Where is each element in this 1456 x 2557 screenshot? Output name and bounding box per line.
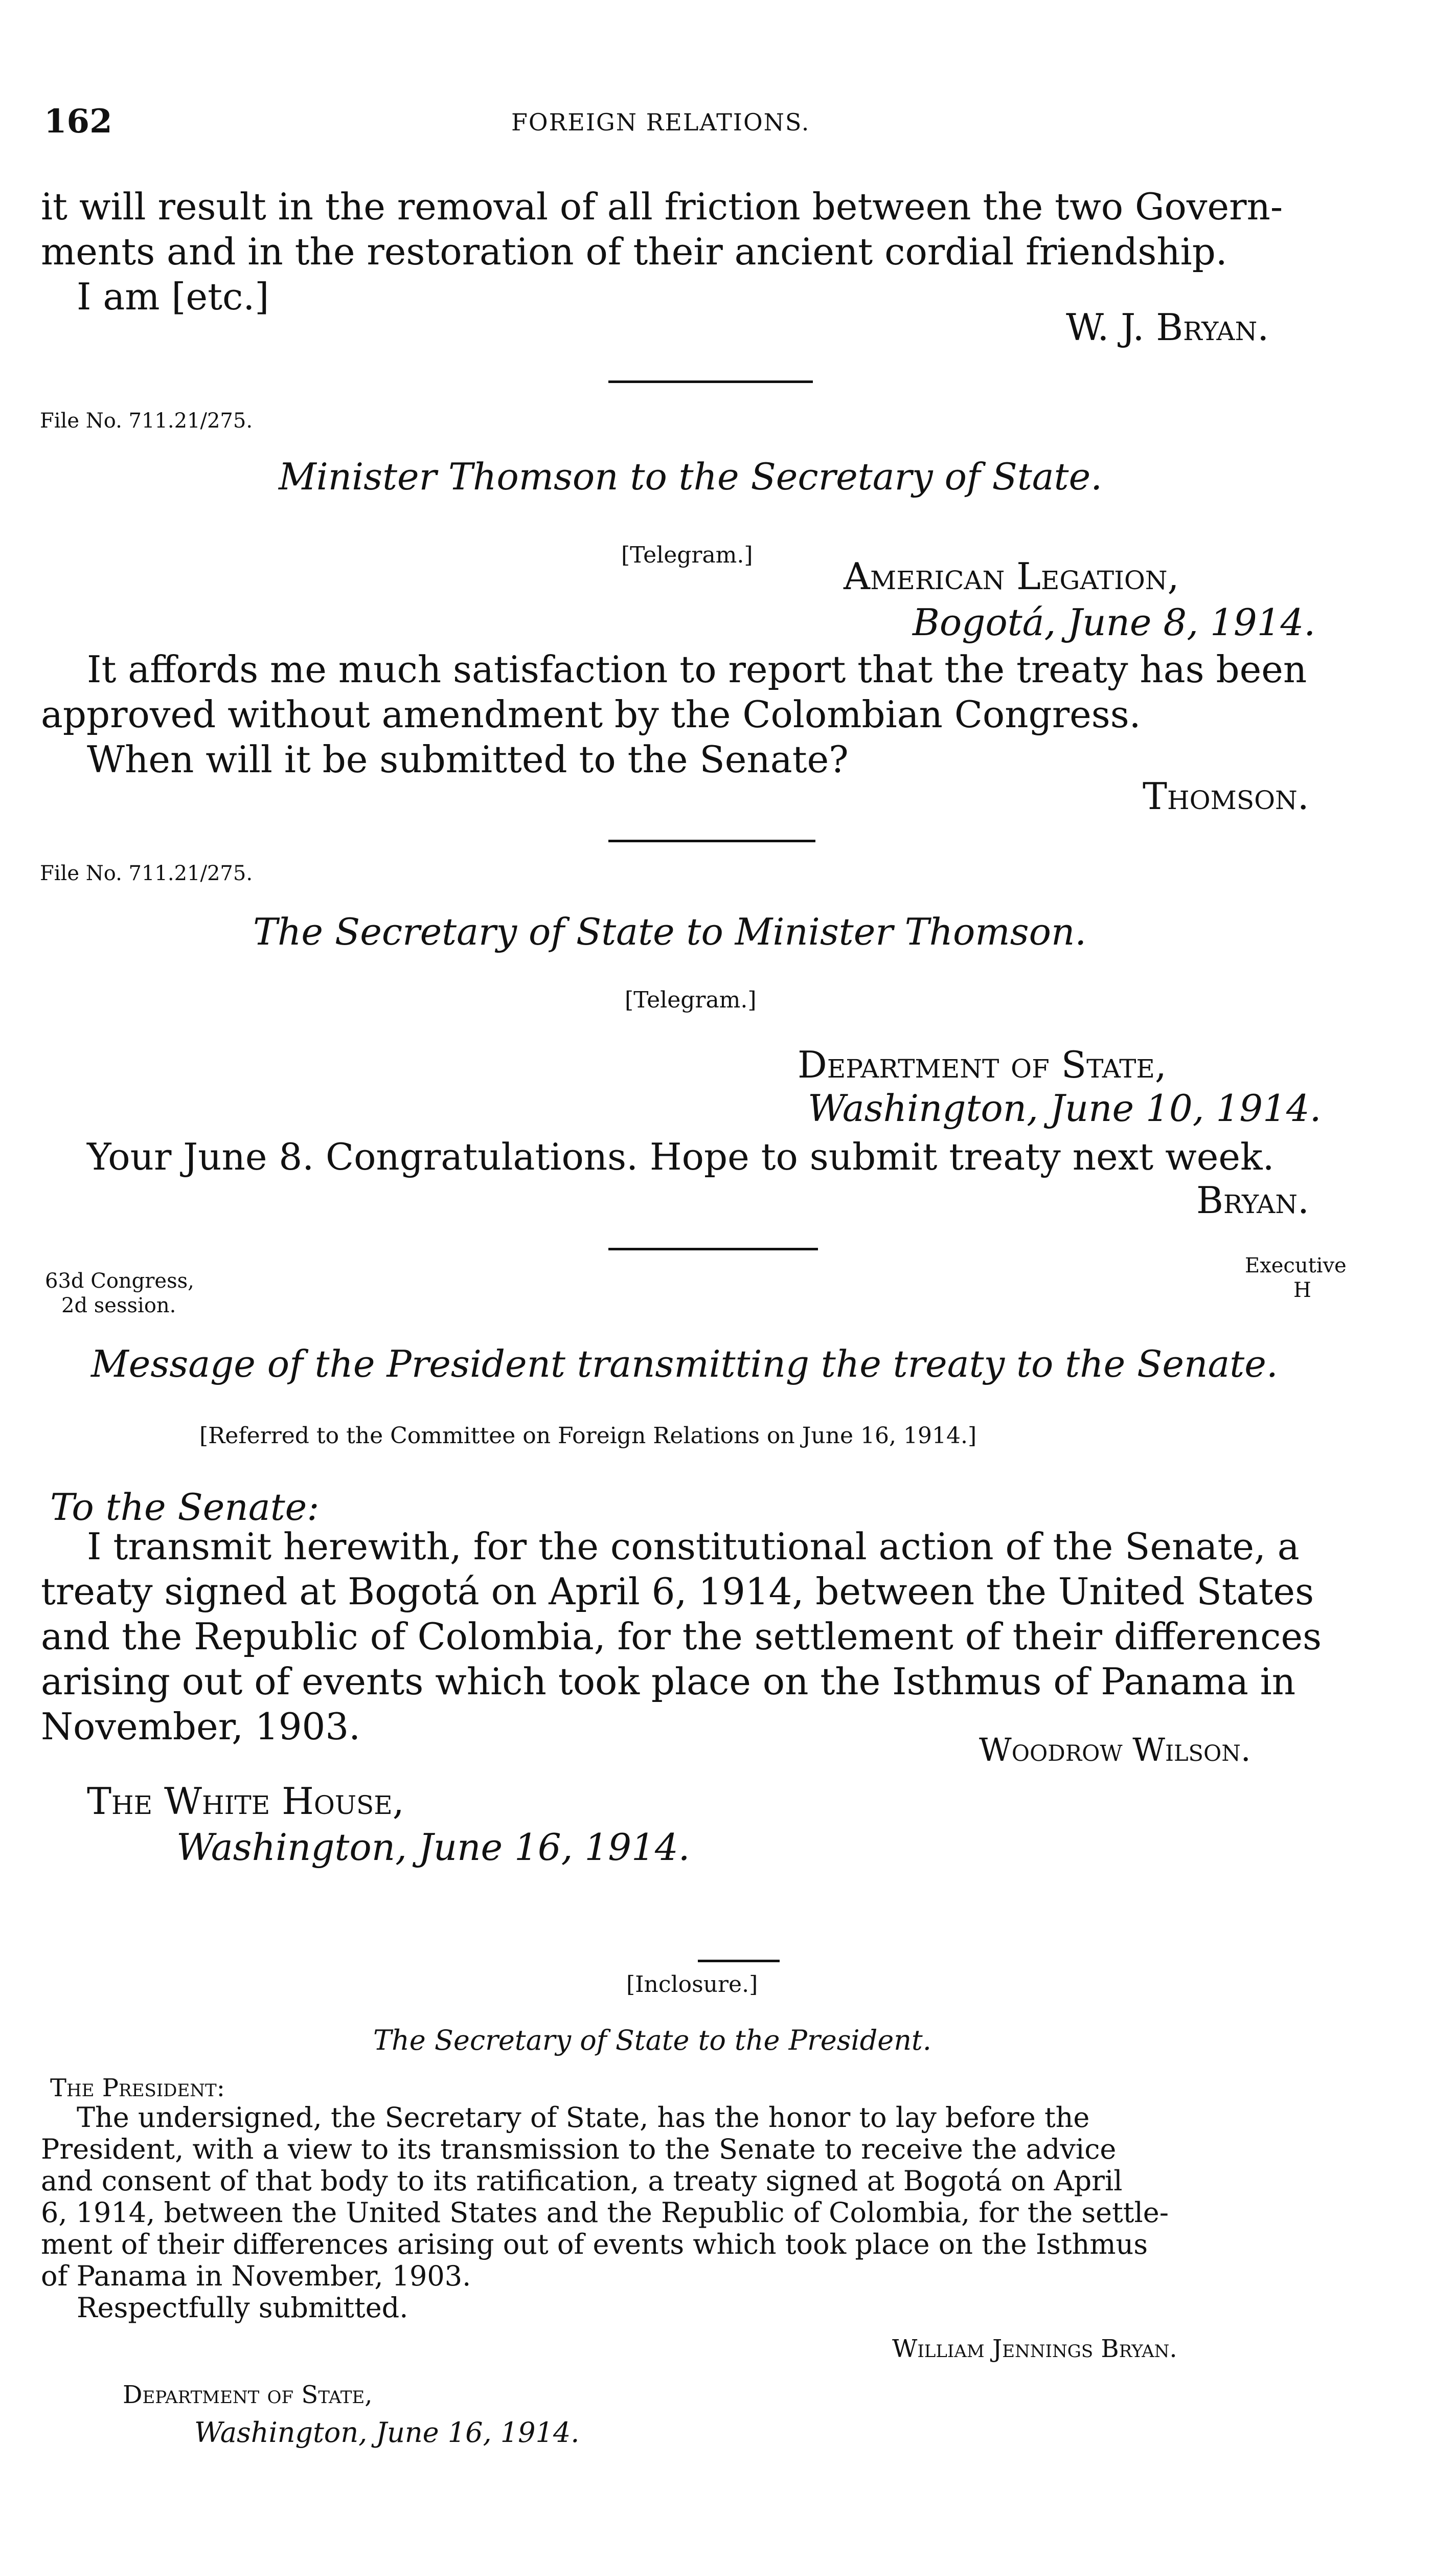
closing: Respectfully submitted.: [77, 2292, 408, 2324]
dateline-date: Bogotá, June 8, 1914.: [913, 601, 1316, 644]
dateline-place: American Legation,: [844, 555, 1179, 598]
congress-label: 63d Congress,: [45, 1269, 194, 1293]
inclosure-body: [41, 2102, 1380, 2324]
page-number: 162: [44, 102, 112, 141]
text-line: it will result in the removal of all friction between the two Govern-: [41, 185, 1283, 228]
file-number: File No. 711.21/275.: [40, 409, 253, 433]
text-line: 6, 1914, between the United States and the Republic of Colombia, for the settle-: [41, 2196, 1169, 2229]
telegram-body: Your June 8. Congratulations. Hope to submit treaty next week.: [87, 1135, 1275, 1178]
document-title: Minister Thomson to the Secretary of State.: [279, 455, 1103, 498]
telegram-label: [Telegram.]: [621, 542, 753, 568]
telegram-body: [41, 647, 1380, 782]
text-line: and the Republic of Colombia, for the settlement of their differences: [41, 1615, 1322, 1658]
dateline-date: Washington, June 10, 1914.: [808, 1087, 1322, 1130]
signature-bryan: Bryan.: [1196, 1179, 1309, 1222]
text-line: The undersigned, the Secretary of State, has the honor to lay before the: [77, 2101, 1090, 2134]
dateline-place: Department of State,: [798, 1043, 1167, 1086]
divider: [608, 380, 813, 383]
divider: [608, 1248, 818, 1250]
executive-label: Executive: [1245, 1254, 1347, 1277]
text-line: ments and in the restoration of their ancient cordial friendship.: [41, 230, 1227, 273]
text-line: When will it be submitted to the Senate?: [87, 738, 849, 781]
salutation: The President:: [50, 2074, 225, 2102]
file-number: File No. 711.21/275.: [40, 862, 253, 885]
executive-letter: H: [1293, 1278, 1311, 1302]
dateline-date: Washington, June 16, 1914.: [194, 2416, 580, 2449]
text-line: It affords me much satisfaction to report that the treaty has been: [87, 648, 1307, 691]
dateline-place: Department of State,: [123, 2381, 373, 2409]
signature-thomson: Thomson.: [1143, 775, 1309, 818]
referred-note: [Referred to the Committee on Foreign Relations on June 16, 1914.]: [199, 1423, 977, 1449]
text-line: November, 1903.: [41, 1705, 361, 1748]
closing: I am [etc.]: [77, 275, 269, 318]
salutation: To the Senate:: [50, 1486, 320, 1529]
text-line: ment of their differences arising out of events which took place on the Isthmus: [41, 2228, 1148, 2260]
dateline-place: The White House,: [87, 1780, 404, 1823]
text-line: arising out of events which took place on the Isthmus of Panama in: [41, 1660, 1296, 1703]
inclosure-label: [Inclosure.]: [626, 1971, 758, 1998]
session-label: 2d session.: [61, 1294, 176, 1317]
text-line: approved without amendment by the Colombian Congress.: [41, 693, 1141, 736]
document-title: The Secretary of State to Minister Thomson.: [253, 910, 1087, 953]
text-line: I transmit herewith, for the constitutional action of the Senate, a: [87, 1525, 1300, 1568]
text-line: treaty signed at Bogotá on April 6, 1914, between the United States: [41, 1570, 1314, 1613]
document-title: The Secretary of State to the President.: [373, 2024, 931, 2056]
document-title: Message of the President transmitting the treaty to the Senate.: [91, 1342, 1278, 1385]
text-line: of Panama in November, 1903.: [41, 2260, 471, 2292]
dateline-date: Washington, June 16, 1914.: [176, 1826, 690, 1869]
continuation-paragraph: [41, 184, 1380, 319]
divider: [608, 840, 815, 842]
signature-william-jennings-bryan: William Jennings Bryan.: [892, 2335, 1177, 2363]
signature-bryan: W. J. Bryan.: [1066, 306, 1269, 349]
running-title: FOREIGN RELATIONS.: [511, 108, 810, 136]
telegram-label: [Telegram.]: [625, 987, 757, 1013]
divider: [698, 1960, 780, 1962]
text-line: President, with a view to its transmission to the Senate to receive the advice: [41, 2133, 1117, 2165]
text-line: and consent of that body to its ratification, a treaty signed at Bogotá on April: [41, 2165, 1123, 2197]
message-body: [41, 1524, 1380, 1749]
signature-wilson: Woodrow Wilson.: [979, 1731, 1251, 1768]
